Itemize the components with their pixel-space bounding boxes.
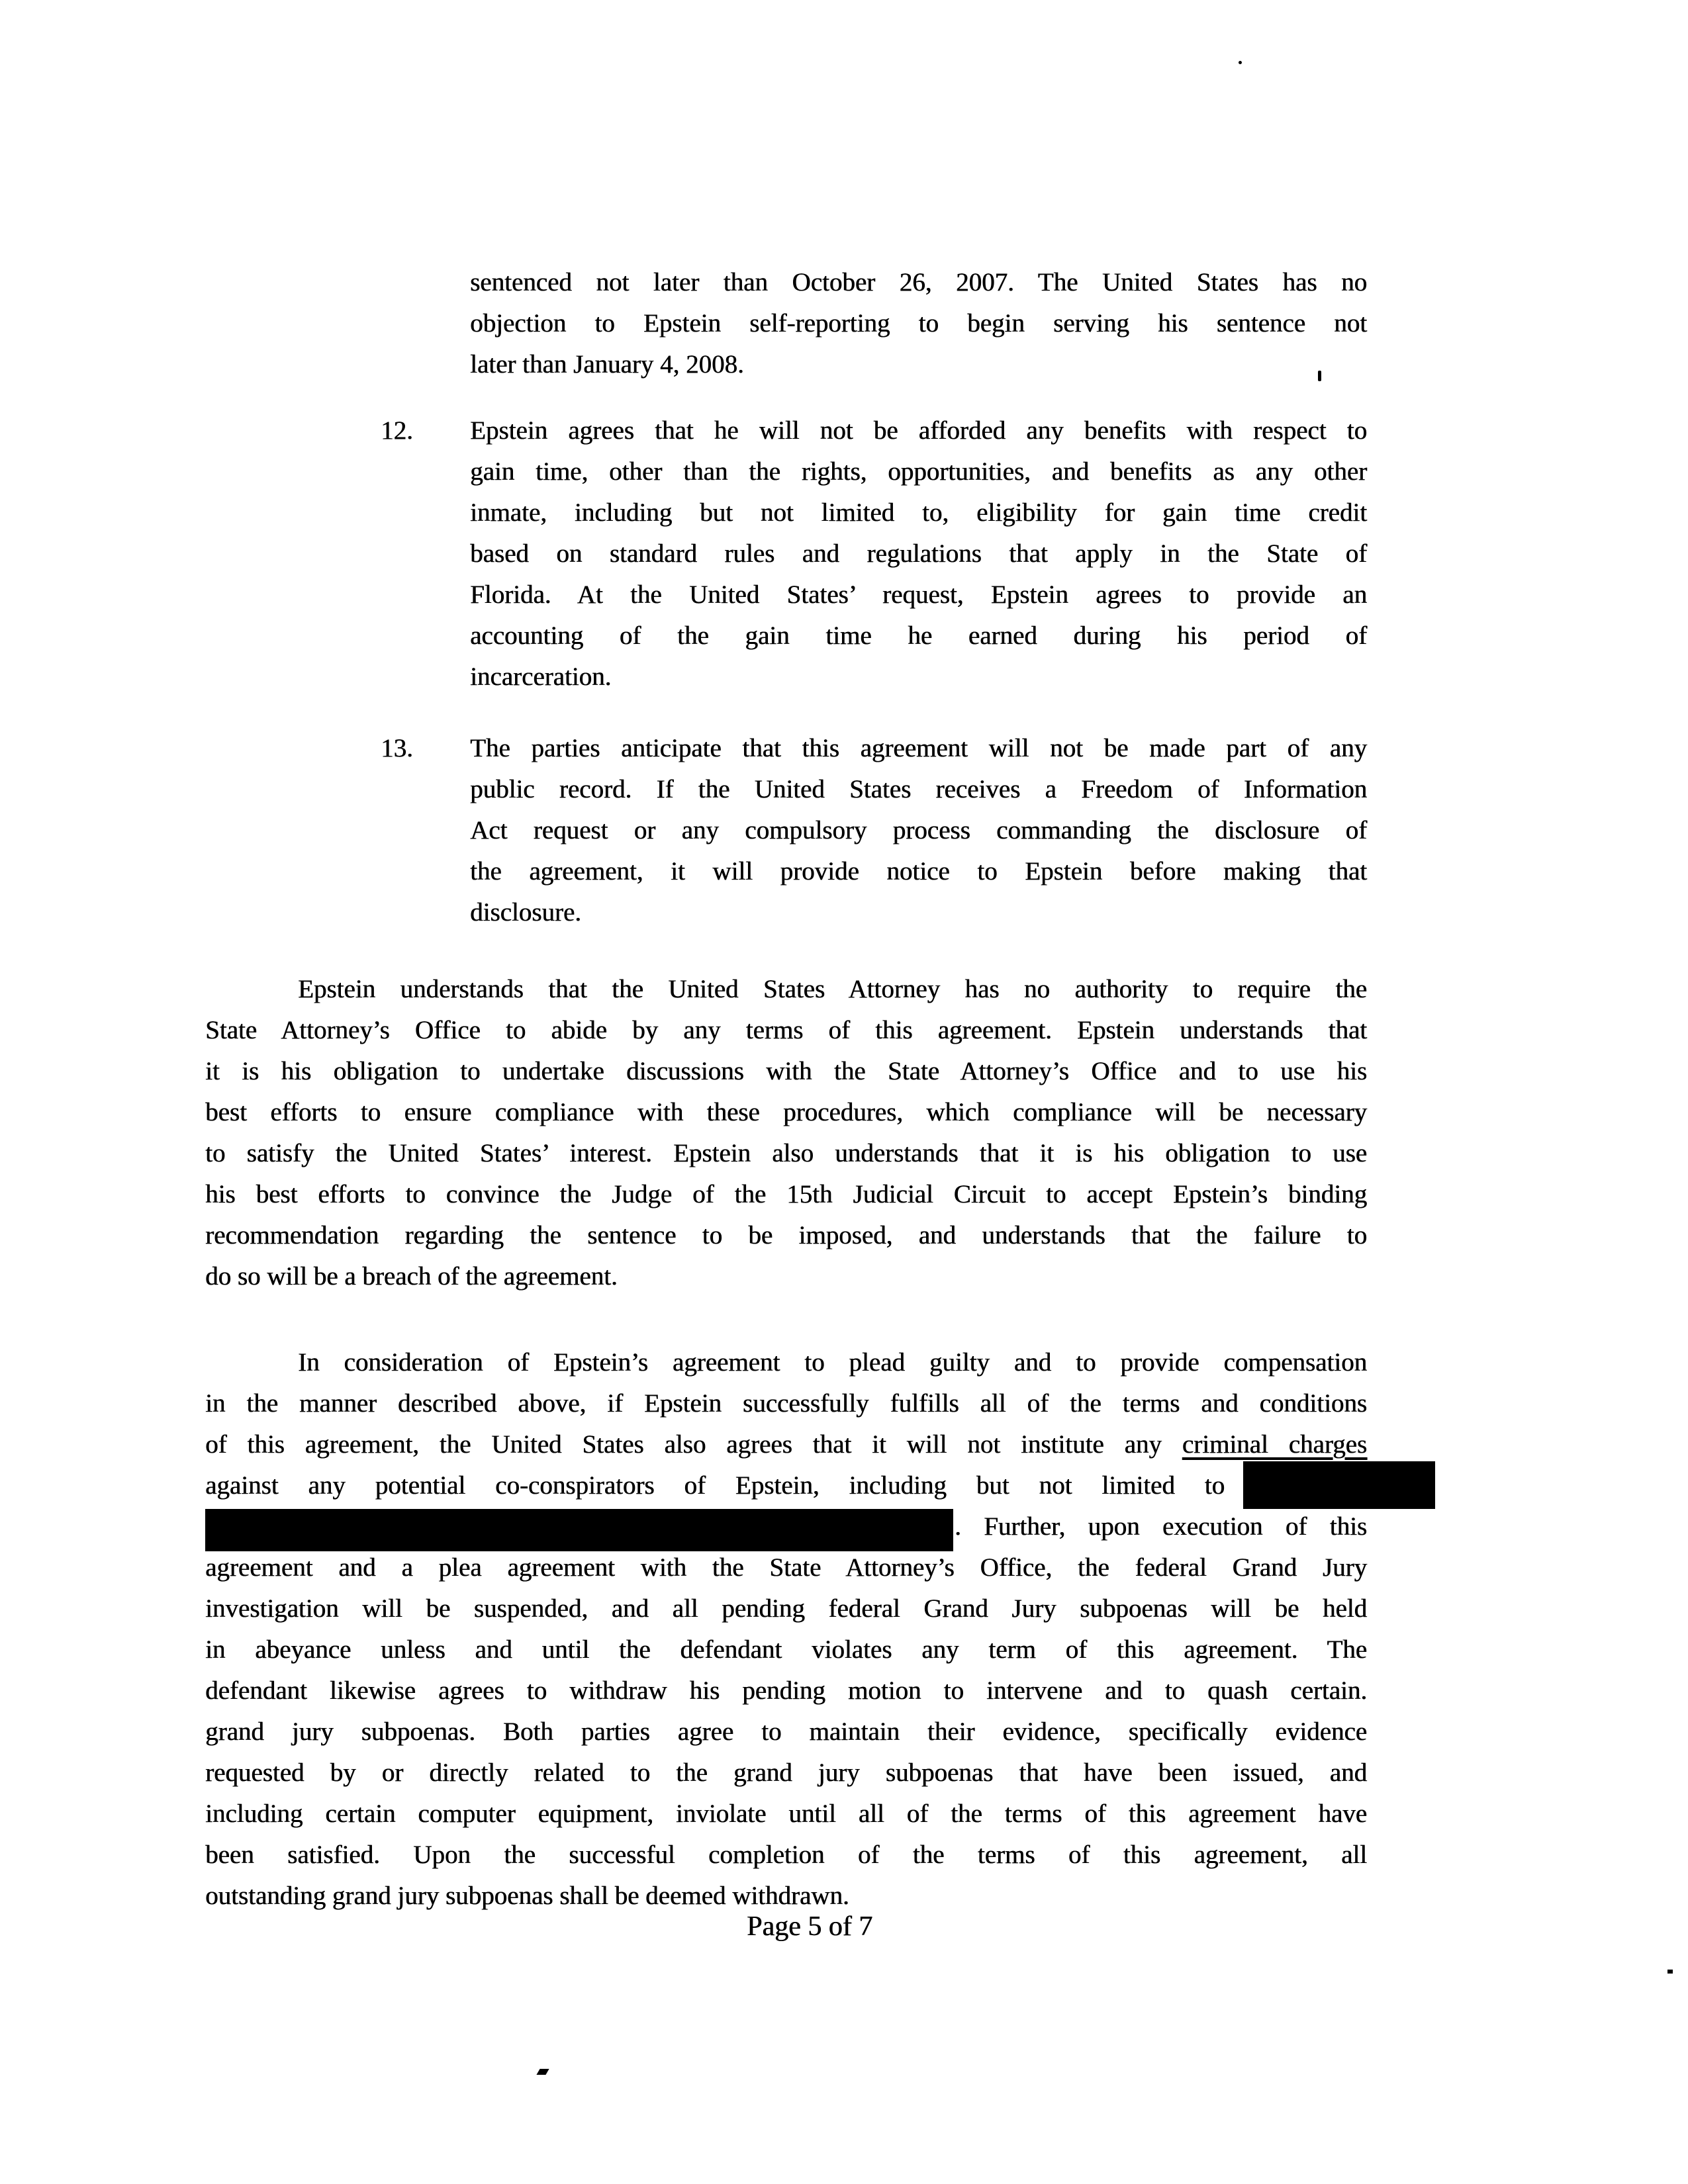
text-line <box>470 728 1367 769</box>
page-number: Page 5 of 7 <box>747 1911 873 1942</box>
text-segment: incarceration. <box>470 662 612 691</box>
text-segment: disclosure. <box>470 898 581 927</box>
text-segment: objection to Epstein self-reporting to begin serving his sentence not <box>470 309 1367 338</box>
text-line <box>470 262 1367 303</box>
text-segment: requested by or directly related to the grand jury subpoenas that have been issued, and <box>205 1758 1367 1787</box>
text-segment: against any potential co-conspirators of Epstein, including but not limited to <box>205 1471 1225 1500</box>
text-line <box>205 1752 1367 1794</box>
redaction-bar-1 <box>1243 1461 1435 1509</box>
paragraph-sentencing-continuation <box>470 262 1367 385</box>
text-line <box>205 1383 1367 1424</box>
text-line <box>470 892 1367 933</box>
text-segment: including certain computer equipment, inviolate until all of the terms of this agreement have <box>205 1799 1367 1828</box>
text-segment: do so will be a breach of the agreement. <box>205 1262 618 1291</box>
text-line <box>470 657 1367 698</box>
text-line <box>205 1547 1367 1588</box>
text-line <box>205 1794 1367 1835</box>
text-segment: gain time, other than the rights, opportunities, and benefits as any other <box>470 457 1367 486</box>
text-segment: later than January 4, 2008. <box>470 350 744 379</box>
paragraph-in-consideration-text <box>205 1342 1367 1917</box>
text-line <box>470 410 1367 451</box>
text-line <box>205 1835 1367 1876</box>
text-line <box>470 574 1367 615</box>
scan-artifact-dot <box>1667 1970 1673 1974</box>
text-line <box>205 1092 1367 1133</box>
text-line <box>205 1010 1367 1051</box>
text-segment: Epstein agrees that he will not be afforded any benefits with respect to <box>470 416 1367 445</box>
item-number: 12. <box>381 416 413 445</box>
text-line <box>470 810 1367 851</box>
text-line <box>205 1215 1367 1256</box>
numbered-item-12 <box>381 410 1367 698</box>
text-line <box>470 303 1367 344</box>
text-line <box>470 615 1367 657</box>
text-line <box>205 1256 1367 1297</box>
scan-artifact-dot <box>1239 61 1242 64</box>
text-segment: Florida. At the United States’ request, Epstein agrees to provide an <box>470 580 1367 609</box>
text-segment: been satisfied. Upon the successful completion of the terms of this agreement, all <box>205 1841 1367 1869</box>
text-segment: grand jury subpoenas. Both parties agree to maintain their evidence, specifically evidence <box>205 1717 1367 1746</box>
text-segment: of this agreement, the United States also agrees that it will not institute any <box>205 1430 1182 1459</box>
text-segment: in the manner described above, if Epstein successfully fulfills all of the terms and conditions <box>205 1389 1367 1418</box>
numbered-item-13 <box>381 728 1367 933</box>
text-line <box>470 492 1367 533</box>
text-line <box>205 1342 1367 1383</box>
text-line <box>470 344 1367 385</box>
underlined-text: criminal charges <box>1182 1430 1368 1459</box>
paragraph-in-consideration <box>205 1342 1367 1917</box>
redaction-bar-2 <box>205 1509 953 1551</box>
text-line <box>955 1506 1367 1547</box>
text-line <box>205 1424 1367 1465</box>
text-segment: agreement and a plea agreement with the State Attorney’s Office, the federal Grand Jury <box>205 1553 1367 1582</box>
text-line <box>205 1133 1367 1174</box>
text-segment: investigation will be suspended, and all pending federal Grand Jury subpoenas will be held <box>205 1594 1367 1623</box>
text-segment: Epstein understands that the United States Attorney has no authority to require the <box>298 975 1367 1003</box>
text-segment: public record. If the United States receives a Freedom of Information <box>470 775 1367 803</box>
text-segment: In consideration of Epstein’s agreement to plead guilty and to provide compensation <box>298 1348 1367 1377</box>
text-line <box>205 1174 1367 1215</box>
text-segment: inmate, including but not limited to, eligibility for gain time credit <box>470 498 1367 527</box>
text-line <box>470 769 1367 810</box>
text-line <box>205 1588 1367 1629</box>
text-line <box>470 851 1367 892</box>
text-line <box>205 969 1367 1010</box>
text-line <box>205 1711 1367 1752</box>
text-segment: sentenced not later than October 26, 2007. The United States has no <box>470 268 1367 296</box>
scan-artifact-smudge <box>536 2069 549 2075</box>
text-segment: The parties anticipate that this agreement will not be made part of any <box>470 734 1367 762</box>
text-line <box>470 451 1367 492</box>
text-segment: in abeyance unless and until the defendant violates any term of this agreement. The <box>205 1635 1367 1664</box>
text-line <box>205 1629 1367 1670</box>
text-segment: it is his obligation to undertake discussions with the State Attorney’s Office and to use his <box>205 1057 1367 1085</box>
text-segment: his best efforts to convince the Judge of the 15th Judicial Circuit to accept Epstein’s binding <box>205 1180 1367 1208</box>
text-segment: to satisfy the United States’ interest. Epstein also understands that it is his obligation to use <box>205 1139 1367 1167</box>
text-line <box>470 533 1367 574</box>
text-segment: accounting of the gain time he earned during his period of <box>470 621 1367 650</box>
text-segment: based on standard rules and regulations that apply in the State of <box>470 539 1367 568</box>
text-segment: best efforts to ensure compliance with these procedures, which compliance will be necessary <box>205 1098 1367 1126</box>
text-segment: recommendation regarding the sentence to be imposed, and understands that the failure to <box>205 1221 1367 1250</box>
text-segment: outstanding grand jury subpoenas shall be deemed withdrawn. <box>205 1882 849 1910</box>
text-segment: Act request or any compulsory process commanding the disclosure of <box>470 816 1367 844</box>
text-segment: the agreement, it will provide notice to Epstein before making that <box>470 857 1367 886</box>
text-segment: . Further, upon execution of this <box>955 1512 1367 1541</box>
text-line <box>205 1670 1367 1711</box>
item-12-text <box>470 410 1367 698</box>
text-line <box>205 1051 1367 1092</box>
text-line <box>205 1465 1225 1506</box>
item-13-text <box>470 728 1367 933</box>
scan-artifact-tick <box>1318 371 1321 381</box>
text-segment: State Attorney’s Office to abide by any terms of this agreement. Epstein understands that <box>205 1016 1367 1044</box>
item-number: 13. <box>381 734 413 762</box>
paragraph-epstein-understands <box>205 969 1367 1297</box>
text-segment: defendant likewise agrees to withdraw his pending motion to intervene and to quash certain. <box>205 1676 1367 1705</box>
